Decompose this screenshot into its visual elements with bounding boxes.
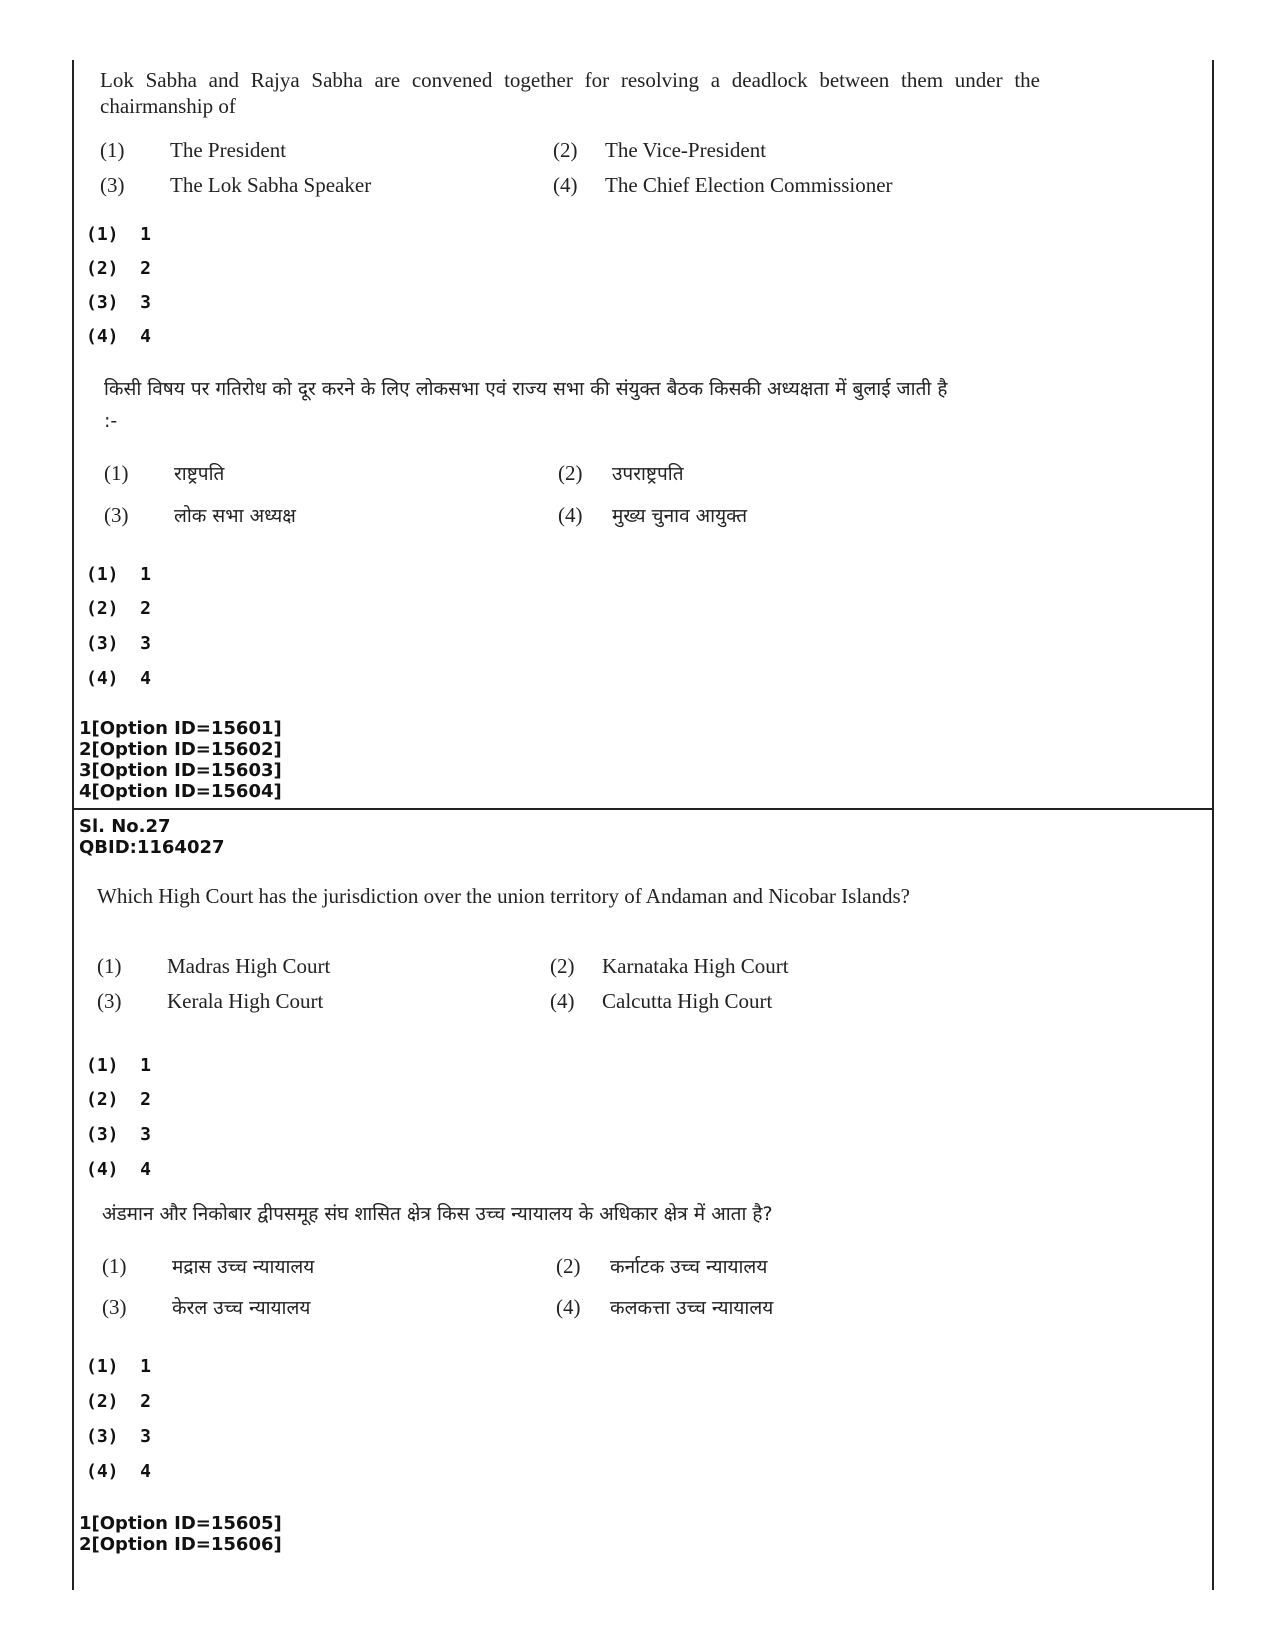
q27-answer-choice-2[interactable]: (2) 2: [86, 1089, 152, 1110]
q26-hi-answer-choice-4[interactable]: (4) 4: [86, 668, 152, 689]
q27-answer-choice-4[interactable]: (4) 4: [86, 1159, 152, 1180]
q27-hi-answer-choice-4[interactable]: (4) 4: [86, 1461, 152, 1482]
q27-serial-number: Sl. No.27: [79, 816, 171, 837]
q26-hi-option-4-text: मुख्य चुनाव आयुक्त: [612, 505, 748, 527]
q27-option-3-text: Kerala High Court: [167, 989, 324, 1013]
q27-option-2-number: (2): [550, 954, 575, 978]
question-26-stem-hi-suffix: :-: [104, 410, 118, 432]
q26-option-id-2: 2[Option ID=15602]: [79, 739, 282, 760]
question-26-stem-hi: किसी विषय पर गतिरोध को दूर करने के लिए लोकसभा एवं राज्य सभा की संयुक्त बैठक किसकी अध्यक्षता में बुलाई जाती है: [104, 378, 948, 400]
q26-option-id-3: 3[Option ID=15603]: [79, 760, 282, 781]
q27-answer-choice-3[interactable]: (3) 3: [86, 1124, 152, 1145]
q27-option-2-text: Karnataka High Court: [602, 954, 789, 978]
question-27-stem-hi: अंडमान और निकोबार द्वीपसमूह संघ शासित क्षेत्र किस उच्च न्यायालय के अधिकार क्षेत्र में आता है?: [102, 1203, 773, 1225]
q27-option-1-text: Madras High Court: [167, 954, 331, 978]
q26-option-2-number: (2): [553, 138, 578, 162]
q26-option-id-1: 1[Option ID=15601]: [79, 718, 282, 739]
q27-hi-answer-choice-3[interactable]: (3) 3: [86, 1426, 152, 1447]
q26-hi-answer-choice-3[interactable]: (3) 3: [86, 633, 152, 654]
question-27-stem-en: Which High Court has the jurisdiction over the union territory of Andaman and Nicobar Islands?: [97, 884, 910, 908]
frame-right-border: [1212, 60, 1214, 1590]
q26-answer-choice-1[interactable]: (1) 1: [86, 224, 152, 245]
q26-option-2-text: The Vice-President: [605, 138, 767, 162]
question-divider: [72, 808, 1214, 810]
q26-option-4-text: The Chief Election Commissioner: [605, 173, 893, 197]
q26-hi-option-4-number: (4): [558, 503, 583, 527]
q27-option-4-text: Calcutta High Court: [602, 989, 773, 1013]
q27-hi-option-1-number: (1): [102, 1254, 127, 1278]
q27-answer-choice-1[interactable]: (1) 1: [86, 1055, 152, 1076]
q26-hi-option-2-text: उपराष्ट्रपति: [612, 463, 684, 485]
q26-option-4-number: (4): [553, 173, 578, 197]
frame-left-border: [72, 60, 74, 1590]
q27-option-1-number: (1): [97, 954, 122, 978]
q26-hi-option-2-number: (2): [558, 461, 583, 485]
q26-answer-choice-4[interactable]: (4) 4: [86, 326, 152, 347]
q27-option-3-number: (3): [97, 989, 122, 1013]
q27-hi-answer-choice-1[interactable]: (1) 1: [86, 1356, 152, 1377]
q27-hi-option-2-number: (2): [556, 1254, 581, 1278]
q27-hi-answer-choice-2[interactable]: (2) 2: [86, 1391, 152, 1412]
q26-hi-option-3-number: (3): [104, 503, 129, 527]
q26-hi-option-1-text: राष्ट्रपति: [174, 463, 225, 485]
q26-option-3-number: (3): [100, 173, 125, 197]
question-26-stem-en: Lok Sabha and Rajya Sabha are convened together for resolving a deadlock between them under the chairmanship of: [100, 68, 1040, 118]
q27-hi-option-1-text: मद्रास उच्च न्यायालय: [172, 1256, 315, 1278]
q26-answer-choice-2[interactable]: (2) 2: [86, 258, 152, 279]
q26-option-3-text: The Lok Sabha Speaker: [170, 173, 372, 197]
q27-hi-option-2-text: कर्नाटक उच्च न्यायालय: [610, 1256, 768, 1278]
q26-option-id-4: 4[Option ID=15604]: [79, 781, 282, 802]
q26-hi-option-1-number: (1): [104, 461, 129, 485]
q27-option-4-number: (4): [550, 989, 575, 1013]
q26-hi-answer-choice-1[interactable]: (1) 1: [86, 564, 152, 585]
q26-option-1-number: (1): [100, 138, 125, 162]
q27-option-id-2: 2[Option ID=15606]: [79, 1534, 282, 1555]
q27-hi-option-4-text: कलकत्ता उच्च न्यायालय: [610, 1297, 774, 1319]
q27-hi-option-3-number: (3): [102, 1295, 127, 1319]
q26-answer-choice-3[interactable]: (3) 3: [86, 292, 152, 313]
q27-hi-option-4-number: (4): [556, 1295, 581, 1319]
q27-option-id-1: 1[Option ID=15605]: [79, 1513, 282, 1534]
q27-hi-option-3-text: केरल उच्च न्यायालय: [172, 1297, 311, 1319]
q26-option-1-text: The President: [170, 138, 287, 162]
q26-hi-option-3-text: लोक सभा अध्यक्ष: [174, 505, 296, 527]
q27-qbid: QBID:1164027: [79, 837, 225, 858]
q26-hi-answer-choice-2[interactable]: (2) 2: [86, 598, 152, 619]
